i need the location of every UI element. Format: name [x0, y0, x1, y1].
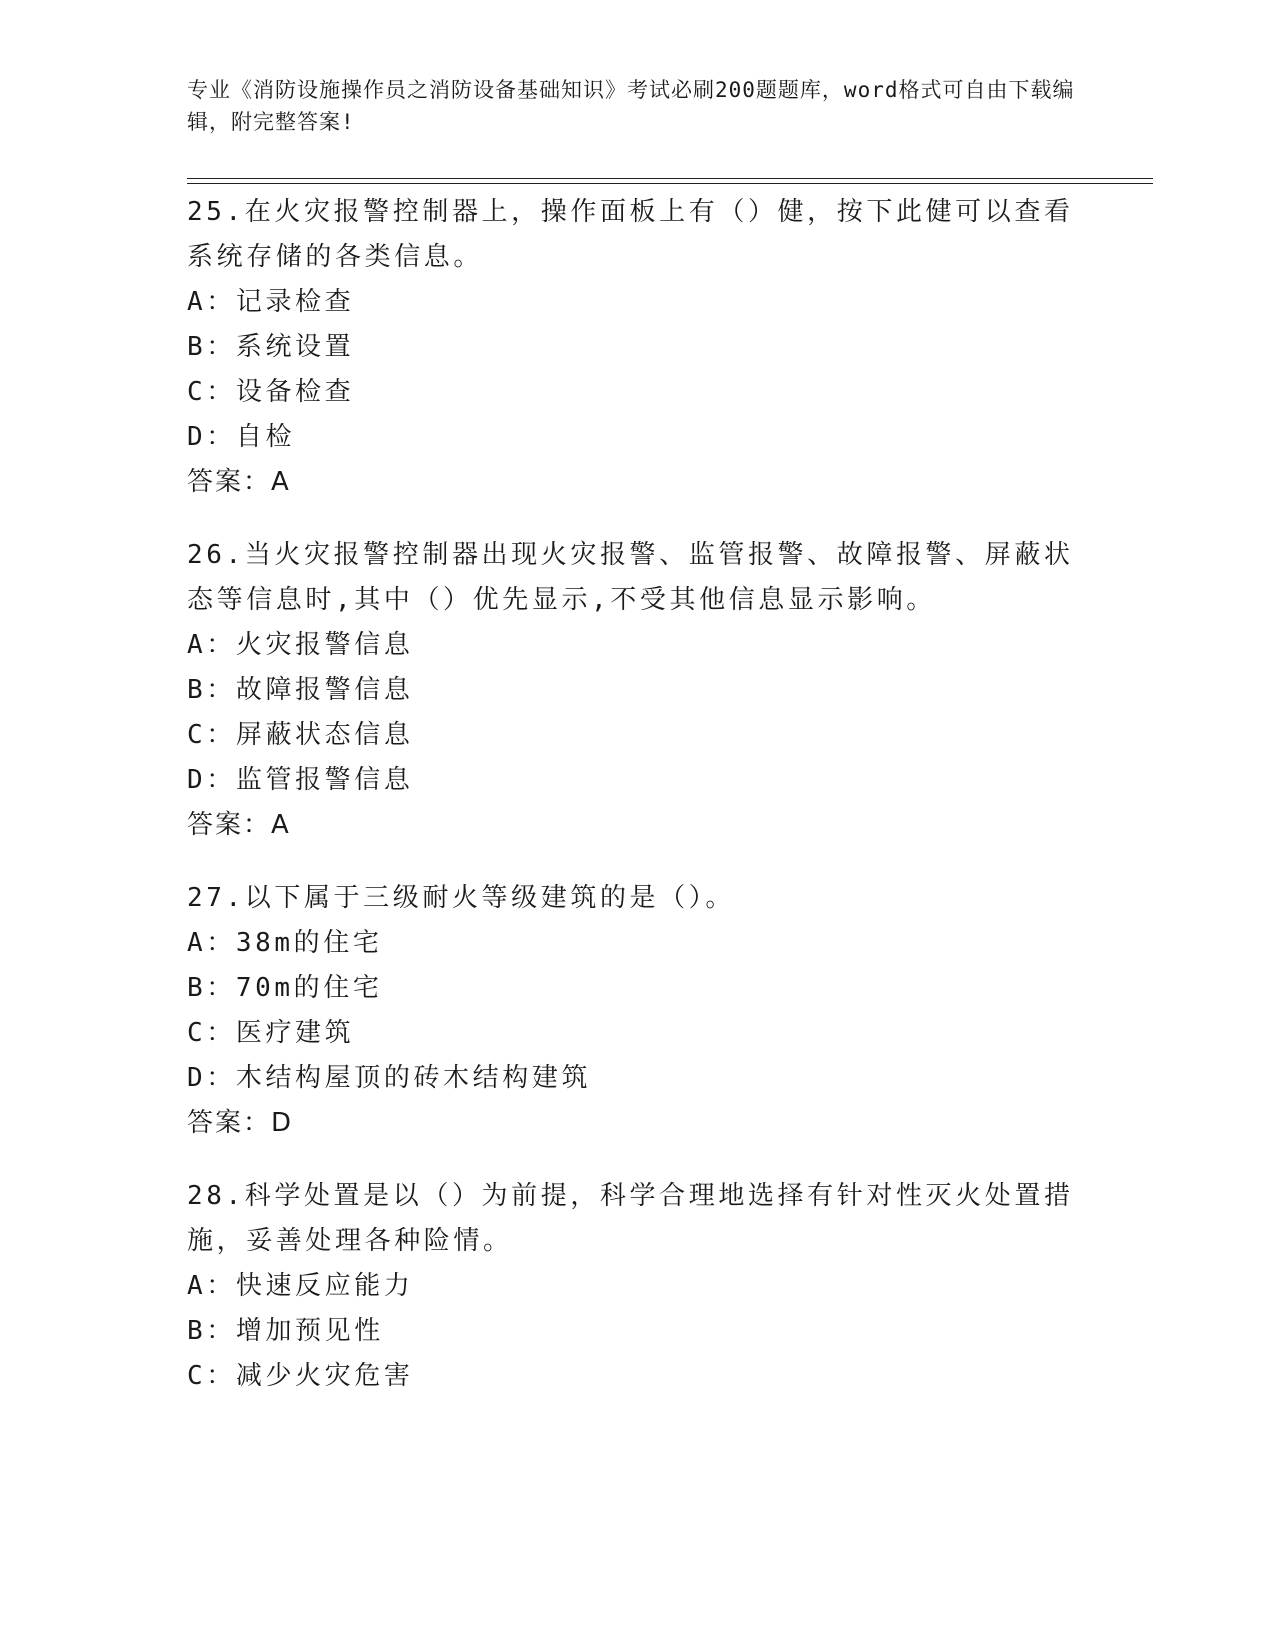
option-c: C：医疗建筑 [187, 1018, 355, 1048]
header-divider-bottom [187, 183, 1153, 184]
option-a: A：记录检查 [187, 287, 355, 317]
option-c: C：设备检查 [187, 377, 355, 407]
option-a: A：火灾报警信息 [187, 630, 414, 660]
answer: 答案：A [187, 810, 291, 840]
document-header: 专业《消防设施操作员之消防设备基础知识》考试必刷200题题库，word格式可自由下载编辑，附完整答案! [187, 78, 1075, 134]
answer: 答案：D [187, 1108, 294, 1138]
option-b: B：故障报警信息 [187, 675, 414, 705]
option-a: A：快速反应能力 [187, 1271, 414, 1301]
question-text: 25.在火灾报警控制器上，操作面板上有（）健，按下此健可以查看系统存储的各类信息。 [187, 197, 1074, 272]
option-d: D：自检 [187, 422, 296, 452]
option-b: B：增加预见性 [187, 1316, 384, 1346]
option-a: A：38m的住宅 [187, 928, 383, 958]
option-b: B：系统设置 [187, 332, 355, 362]
question-text: 28.科学处置是以（）为前提，科学合理地选择有针对性灭火处置措施，妥善处理各种险情。 [187, 1181, 1074, 1256]
question-text: 26.当火灾报警控制器出现火灾报警、监管报警、故障报警、屏蔽状态等信息时,其中（）优先显示,不受其他信息显示影响。 [187, 540, 1074, 615]
option-b: B：70m的住宅 [187, 973, 383, 1003]
question-28 [187, 1174, 1087, 1399]
option-c: C：屏蔽状态信息 [187, 720, 414, 750]
question-27 [187, 876, 1087, 1146]
question-25 [187, 190, 1087, 505]
header-divider-top [187, 178, 1153, 179]
option-d: D：监管报警信息 [187, 765, 414, 795]
question-text: 27.以下属于三级耐火等级建筑的是（）。 [187, 883, 735, 913]
option-d: D：木结构屋顶的砖木结构建筑 [187, 1063, 592, 1093]
answer: 答案：A [187, 467, 291, 497]
option-c: C：减少火灾危害 [187, 1361, 414, 1391]
question-list [187, 190, 1087, 1427]
question-26 [187, 533, 1087, 848]
